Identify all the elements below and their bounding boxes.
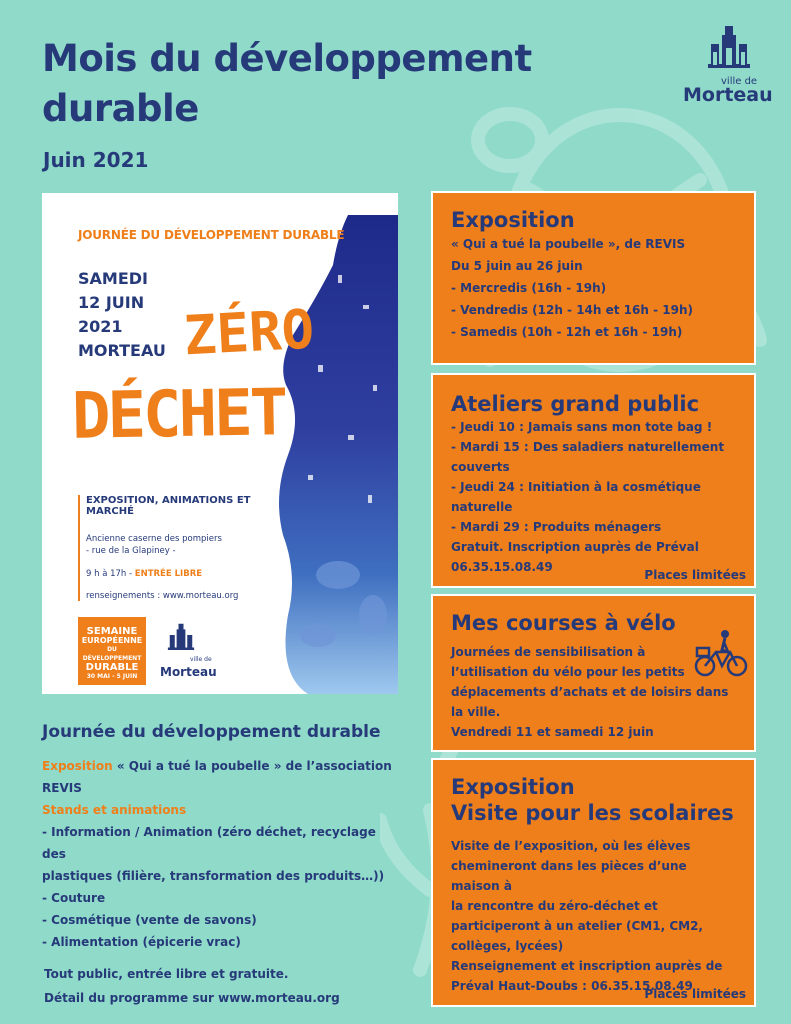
town-hall-icon xyxy=(705,26,753,78)
logo-caption: ville de xyxy=(721,76,758,87)
journee-stands-label: Stands et animations xyxy=(42,803,187,817)
poster-date xyxy=(78,267,166,363)
poster-logo-name: Morteau xyxy=(160,665,217,679)
poster-word-dechet: DÉCHET xyxy=(71,376,286,454)
poster-venue-1: Ancienne caserne des pompiers xyxy=(86,534,222,544)
scolaires-line: chemineront dans les pièces d’une maison à xyxy=(451,859,687,893)
morteau-logo[interactable] xyxy=(683,26,773,106)
journee-item: plastiques (filière, transformation des produits…)) xyxy=(42,869,385,883)
journee-body xyxy=(42,755,392,953)
journee-expo-label: Exposition xyxy=(42,759,113,773)
scolaires-line: la rencontre du zéro-déchet et xyxy=(451,899,658,913)
poster-hours xyxy=(86,569,286,579)
velo-line: Vendredi 11 et samedi 12 juin xyxy=(451,725,654,739)
ateliers-line: - Mardi 29 : Produits ménagers xyxy=(451,520,662,534)
velo-box-title: Mes courses à vélo xyxy=(451,611,676,635)
scolaires-line: participeront à un atelier (CM1, CM2, xyxy=(451,919,703,933)
bicycle-icon xyxy=(694,628,748,678)
ateliers-line: naturelle xyxy=(451,500,513,514)
semaine-line-5: 30 MAI - 5 JUIN xyxy=(86,673,138,680)
journee-expo-line xyxy=(42,755,392,777)
poster-date-town: MORTEAU xyxy=(78,341,166,360)
scolaires-box xyxy=(433,760,754,1005)
scolaires-line: collèges, lycées) xyxy=(451,939,564,953)
poster-date-month: 12 JUIN xyxy=(78,293,145,312)
page-title: Mois du développement durable xyxy=(42,37,532,130)
journee-item: - Alimentation (épicerie vrac) xyxy=(42,935,241,949)
velo-line: la ville. xyxy=(451,705,501,719)
poster-venue-2: - rue de la Glapiney - xyxy=(86,546,176,556)
ateliers-box-title: Ateliers grand public xyxy=(451,392,700,416)
poster-town-hall-icon xyxy=(166,623,196,657)
footer-line-1: Tout public, entrée libre et gratuite. xyxy=(44,967,289,981)
velo-line: l’utilisation du vélo pour les petits xyxy=(451,665,685,679)
exposition-box xyxy=(433,193,754,363)
poster-hours-time: 9 h à 17h - xyxy=(86,569,133,579)
journee-item: - Couture xyxy=(42,891,106,905)
velo-line: déplacements d’achats et de loisirs dans xyxy=(451,685,729,699)
poster-logo-caption: ville de xyxy=(190,656,212,663)
ateliers-line: 06.35.15.08.49 xyxy=(451,560,553,574)
journee-expo-text-2: REVIS xyxy=(42,781,82,795)
ateliers-line: Gratuit. Inscription auprès de Préval xyxy=(451,540,699,554)
scolaires-box-title-1: Exposition xyxy=(451,775,575,799)
ateliers-box xyxy=(433,375,754,586)
semaine-line-4: DURABLE xyxy=(85,662,139,673)
journee-item: - Cosmétique (vente de savons) xyxy=(42,913,257,927)
scolaires-box-title-2: Visite pour les scolaires xyxy=(451,801,734,825)
exposition-box-title: Exposition xyxy=(451,208,575,232)
poster-date-day: SAMEDI xyxy=(78,269,148,288)
scolaires-places-limitees: Places limitées xyxy=(644,987,746,1001)
exposition-line: Du 5 juin au 26 juin xyxy=(451,259,583,273)
journee-title: Journée du développement durable xyxy=(42,722,381,742)
poster-word-zero: ZÉRO xyxy=(182,297,316,368)
velo-line: Journées de sensibilisation à xyxy=(451,645,646,659)
logo-name: Morteau xyxy=(683,84,773,106)
scolaires-line: Préval Haut-Doubs : 06.35.15.08.49 xyxy=(451,979,693,993)
footer xyxy=(44,962,340,1010)
exposition-line: - Mercredis (16h - 19h) xyxy=(451,281,607,295)
poster-info-block xyxy=(78,495,286,601)
poster-date-year: 2021 xyxy=(78,317,123,336)
ateliers-line: - Jeudi 10 : Jamais sans mon tote bag ! xyxy=(451,420,713,434)
semaine-line-2: EUROPÉENNE xyxy=(81,636,143,645)
poster-website: renseignements : www.morteau.org xyxy=(86,591,239,601)
semaine-line-3: DU DÉVELOPPEMENT xyxy=(82,646,142,662)
page-subtitle: Juin 2021 xyxy=(43,148,149,172)
event-poster xyxy=(42,193,398,694)
journee-item: - Information / Animation (zéro déchet, recyclage des xyxy=(42,825,376,861)
ateliers-places-limitees: Places limitées xyxy=(644,568,746,582)
poster-events: EXPOSITION, ANIMATIONS ET MARCHÉ xyxy=(86,495,251,517)
poster-entry: ENTRÉE LIBRE xyxy=(134,569,203,579)
ateliers-line: couverts xyxy=(451,460,510,474)
ateliers-line: - Jeudi 24 : Initiation à la cosmétique xyxy=(451,480,701,494)
semaine-line-1: SEMAINE xyxy=(86,626,138,637)
poster-semaine-badge xyxy=(78,617,146,685)
poster-logo xyxy=(160,623,220,683)
footer-line-2: Détail du programme sur www.morteau.org xyxy=(44,991,340,1005)
scolaires-line: Visite de l’exposition, où les élèves xyxy=(451,839,691,853)
journee-expo-text: « Qui a tué la poubelle » de l’association xyxy=(112,759,392,773)
exposition-line: - Vendredis (12h - 14h et 16h - 19h) xyxy=(451,303,693,317)
scolaires-line: Renseignement et inscription auprès de xyxy=(451,959,723,973)
exposition-line: « Qui a tué la poubelle », de REVIS xyxy=(451,237,686,251)
poster-heading: JOURNÉE DU DÉVELOPPEMENT DURABLE xyxy=(78,228,345,242)
plastic-bottle-illustration xyxy=(278,215,398,694)
exposition-line: - Samedis (10h - 12h et 16h - 19h) xyxy=(451,325,683,339)
ateliers-line: - Mardi 15 : Des saladiers naturellement xyxy=(451,440,725,454)
